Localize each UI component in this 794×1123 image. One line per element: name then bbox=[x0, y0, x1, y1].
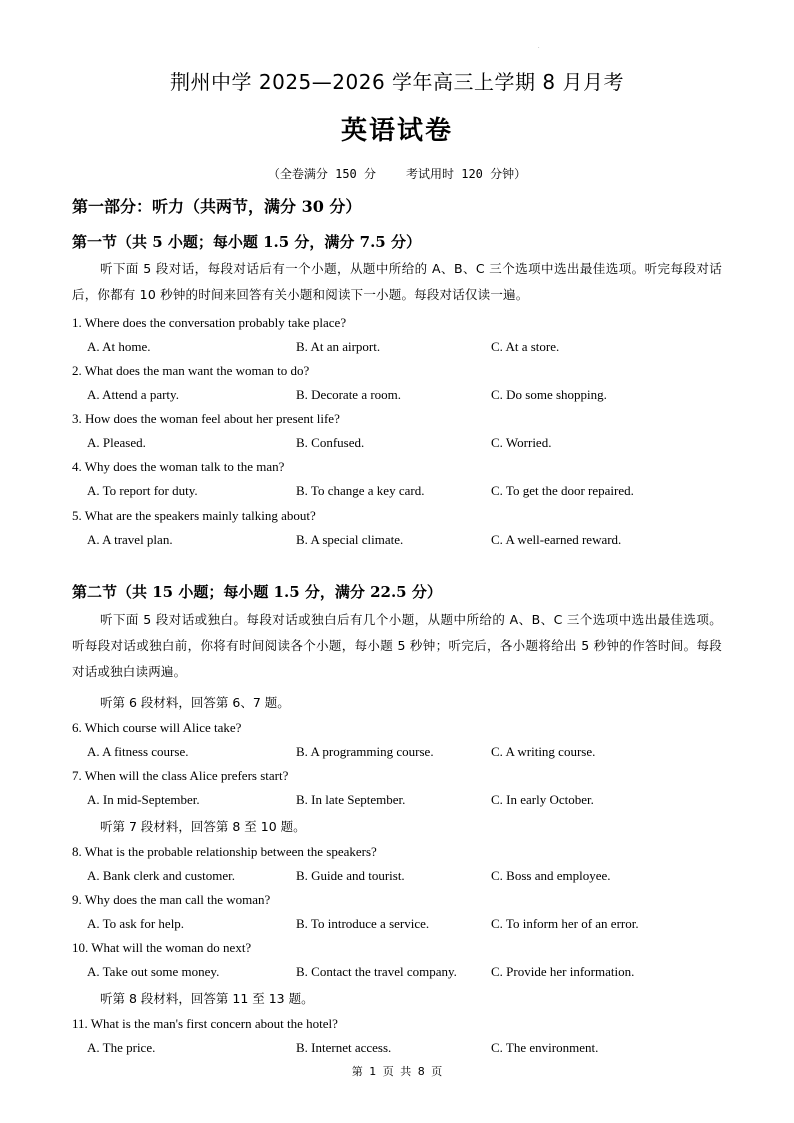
option-c: C. Worried. bbox=[491, 435, 552, 450]
question-stem: 7. When will the class Alice prefers start? bbox=[72, 768, 289, 783]
section1-title: 第一节（共 5 小题；每小题 1.5 分，满分 7.5 分） bbox=[72, 233, 421, 251]
material-note: 听第 6 段材料，回答第 6、7 题。 bbox=[100, 695, 290, 710]
subject-title: 英语试卷 bbox=[340, 116, 453, 146]
option-b: B. Contact the travel company. bbox=[296, 964, 457, 979]
option-b: B. Decorate a room. bbox=[296, 387, 402, 402]
option-a: A. A fitness course. bbox=[87, 744, 189, 759]
exam-info bbox=[0, 165, 794, 182]
question-stem: 1. Where does the conversation probably take place? bbox=[72, 315, 347, 330]
option-c: C. The environment. bbox=[491, 1040, 599, 1055]
full-score: （全卷满分 150 分 bbox=[267, 167, 376, 181]
question-stem: 10. What will the woman do next? bbox=[72, 940, 252, 955]
option-b: B. At an airport. bbox=[296, 339, 381, 354]
option-c: C. At a store. bbox=[491, 339, 560, 354]
section1-instructions: 听下面 5 段对话，每段对话后有一个小题，从题中所给的 A、B、C 三个选项中选出最佳选项。听完每段对话后，你都有 10 秒钟的时间来回答有关小题和阅读下一小题。每段对话仅读一遍。 bbox=[72, 261, 722, 302]
question-stem: 4. Why does the woman talk to the man? bbox=[72, 459, 285, 474]
option-a: A. Attend a party. bbox=[87, 387, 179, 402]
part1-title: 第一部分：听力（共两节，满分 30 分） bbox=[72, 197, 362, 216]
scan-dot: . bbox=[538, 44, 540, 50]
question-stem: 3. How does the woman feel about her present life? bbox=[72, 411, 340, 426]
option-c: C. Provide her information. bbox=[491, 964, 635, 979]
time-limit: 考试用时 120 分钟） bbox=[406, 167, 527, 181]
option-c: C. A well-earned reward. bbox=[491, 532, 622, 547]
option-b: B. To introduce a service. bbox=[296, 916, 430, 931]
option-a: A. A travel plan. bbox=[87, 532, 173, 547]
question-stem: 8. What is the probable relationship between the speakers? bbox=[72, 844, 377, 859]
option-a: A. Take out some money. bbox=[87, 964, 220, 979]
option-c: C. In early October. bbox=[491, 792, 594, 807]
question-stem: 11. What is the man's first concern about the hotel? bbox=[72, 1016, 338, 1031]
material-note: 听第 7 段材料，回答第 8 至 10 题。 bbox=[100, 819, 306, 834]
option-a: A. Pleased. bbox=[87, 435, 146, 450]
section2-instructions: 听下面 5 段对话或独白。每段对话或独白后有几个小题，从题中所给的 A、B、C 三个选项中选出最佳选项。听每段对话或独白前，你将有时间阅读各个小题，每小题 5 秒钟；听完后，各小题将给出 5 秒钟的作答时间。每段对话或独白读两遍。 bbox=[72, 612, 722, 679]
question-stem: 2. What does the man want the woman to do? bbox=[72, 363, 310, 378]
school-title: 荆州中学 2025—2026 学年高三上学期 8 月月考 bbox=[170, 70, 624, 94]
option-c: C. To inform her of an error. bbox=[491, 916, 639, 931]
option-b: B. Guide and tourist. bbox=[296, 868, 405, 883]
option-b: B. A programming course. bbox=[296, 744, 434, 759]
option-c: C. A writing course. bbox=[491, 744, 596, 759]
option-b: B. Internet access. bbox=[296, 1040, 392, 1055]
option-a: A. Bank clerk and customer. bbox=[87, 868, 236, 883]
option-a: A. In mid-September. bbox=[87, 792, 200, 807]
option-a: A. To report for duty. bbox=[87, 483, 198, 498]
material-note: 听第 8 段材料，回答第 11 至 13 题。 bbox=[100, 991, 314, 1006]
option-b: B. Confused. bbox=[296, 435, 365, 450]
option-a: A. At home. bbox=[87, 339, 151, 354]
section2-title: 第二节（共 15 小题；每小题 1.5 分，满分 22.5 分） bbox=[72, 583, 442, 601]
question-stem: 6. Which course will Alice take? bbox=[72, 720, 242, 735]
page-indicator: 第 1 页 共 8 页 bbox=[351, 1065, 443, 1078]
question-stem: 5. What are the speakers mainly talking about? bbox=[72, 508, 316, 523]
option-b: B. To change a key card. bbox=[296, 483, 425, 498]
option-b: B. In late September. bbox=[296, 792, 406, 807]
option-a: A. To ask for help. bbox=[87, 916, 185, 931]
option-b: B. A special climate. bbox=[296, 532, 404, 547]
question-stem: 9. Why does the man call the woman? bbox=[72, 892, 271, 907]
option-c: C. To get the door repaired. bbox=[491, 483, 634, 498]
option-c: C. Boss and employee. bbox=[491, 868, 611, 883]
option-a: A. The price. bbox=[87, 1040, 156, 1055]
option-c: C. Do some shopping. bbox=[491, 387, 607, 402]
